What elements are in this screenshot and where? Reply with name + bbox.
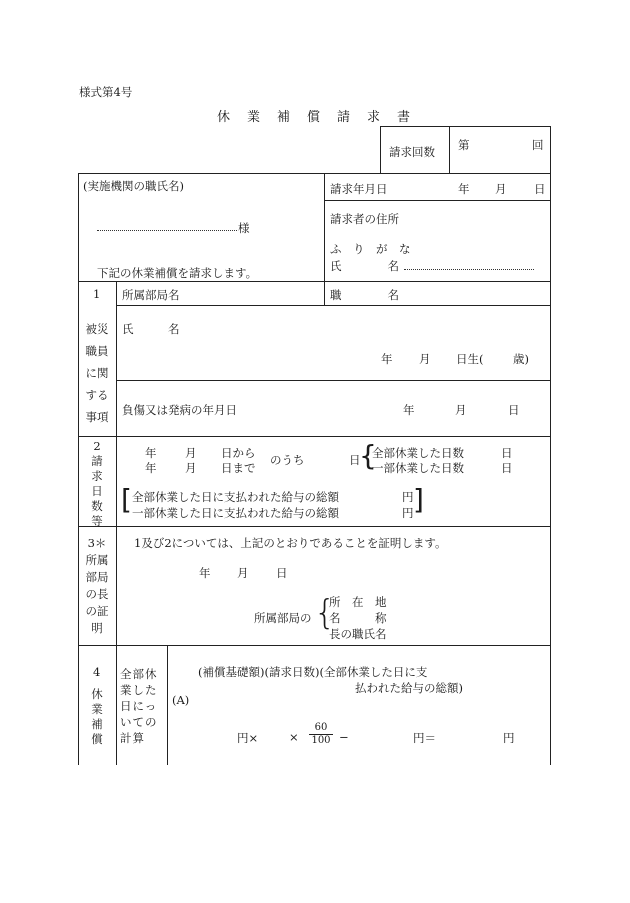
- injury-date-label: 負傷又は発病の年月日: [122, 403, 237, 417]
- injury-year: 年: [403, 403, 415, 417]
- birth-day: 日生(: [456, 352, 484, 366]
- dept-head-label: 長の職氏名: [329, 627, 387, 641]
- fraction-denominator: 100: [309, 734, 333, 747]
- claim-count-prefix: 第: [458, 138, 470, 152]
- pay-left-bracket-icon: [: [121, 483, 132, 516]
- agency-honorific: 様: [238, 221, 250, 235]
- dept-name-label: 名 称: [329, 611, 387, 625]
- claim-date-day: 日: [534, 182, 546, 196]
- claim-count-label: 請求回数: [389, 145, 435, 159]
- claim-date-month: 月: [495, 182, 507, 196]
- section3-side-label: 3＊ 所属 部局 の長 の証 明: [85, 536, 109, 635]
- agency-name-field[interactable]: [97, 230, 237, 231]
- cert-year: 年: [199, 566, 211, 580]
- claim-count-suffix: 回: [532, 138, 544, 152]
- claim-date-year: 年: [458, 182, 470, 196]
- calc-times: ×: [289, 730, 299, 744]
- nouchi-text: のうち: [270, 453, 305, 467]
- calc-yen-equals: 円＝: [413, 731, 436, 745]
- period-from-month: 月: [185, 446, 197, 460]
- cert-month: 月: [237, 566, 249, 580]
- dept-prefix: 所属部局の: [254, 611, 312, 625]
- page-title: 休 業 補 償 請 求 書: [217, 110, 413, 125]
- certification-statement: 1及び2については、上記のとおりであることを証明します。: [134, 536, 447, 550]
- position-label: 職 名: [330, 288, 399, 302]
- days-total-unit: 日: [349, 453, 361, 467]
- period-from-suffix: 日から: [221, 446, 256, 460]
- period-from-year: 年: [145, 446, 157, 460]
- cert-day: 日: [276, 566, 288, 580]
- full-pay-label: 全部休業した日に支払われた給与の総額: [132, 490, 339, 504]
- claim-date-label: 請求年月日: [330, 182, 388, 196]
- calc-header-1: (補償基礎額)(請求日数)(全部休業した日に支: [198, 665, 428, 679]
- calc-minus: −: [339, 730, 349, 744]
- fraction-numerator: 60: [314, 722, 328, 733]
- section4-number: 4: [93, 665, 101, 679]
- dept-brace-icon: {: [314, 593, 336, 633]
- employee-name-label: 氏 名: [122, 322, 180, 336]
- claimant-address-label: 請求者の住所: [330, 212, 399, 226]
- full-days-label: 全部休業した日数: [372, 446, 464, 460]
- section4-side-label: 休 業 補 償: [91, 687, 103, 746]
- birth-age: 歳): [513, 352, 529, 366]
- birth-month: 月: [419, 352, 431, 366]
- claimant-name-label: 氏 名: [330, 259, 399, 273]
- period-to-year: 年: [145, 461, 157, 475]
- full-pay-unit: 円: [402, 490, 414, 504]
- period-to-month: 月: [185, 461, 197, 475]
- section1-side-label: 被災 職員 に関 する 事項: [85, 322, 109, 424]
- pay-right-bracket-icon: ]: [413, 483, 424, 516]
- calc-header-2: 払われた給与の総額): [355, 681, 463, 695]
- days-brace-icon: {: [359, 439, 377, 472]
- claimant-name-field[interactable]: [404, 269, 534, 270]
- section4-sub-label: 全部休 業した 日にっ いての 計算: [120, 667, 158, 745]
- injury-month: 月: [455, 403, 467, 417]
- calc-mark-a: (A): [172, 693, 190, 707]
- request-text: 下記の休業補償を請求します。: [97, 266, 258, 280]
- section2-side-label: 2 請 求 日 数 等: [91, 439, 103, 528]
- claimant-furigana-label: ふ り が な: [330, 242, 411, 256]
- calc-fraction: [309, 722, 333, 747]
- form-number: 様式第4号: [79, 85, 133, 99]
- full-days-unit: 日: [501, 446, 513, 460]
- partial-days-label: 一部休業した日数: [372, 461, 464, 475]
- partial-pay-unit: 円: [402, 506, 414, 520]
- period-to-suffix: 日まで: [221, 461, 256, 475]
- partial-pay-label: 一部休業した日に支払われた給与の総額: [132, 506, 339, 520]
- department-label: 所属部局名: [122, 288, 180, 302]
- agency-label: (実施機関の職氏名): [83, 179, 184, 193]
- dept-location-label: 所 在 地: [329, 595, 387, 609]
- birth-year: 年: [381, 352, 393, 366]
- partial-days-unit: 日: [501, 461, 513, 475]
- injury-day: 日: [508, 403, 520, 417]
- calc-yen-end: 円: [503, 731, 515, 745]
- calc-yen-times: 円×: [237, 731, 259, 745]
- section1-number: 1: [93, 287, 101, 301]
